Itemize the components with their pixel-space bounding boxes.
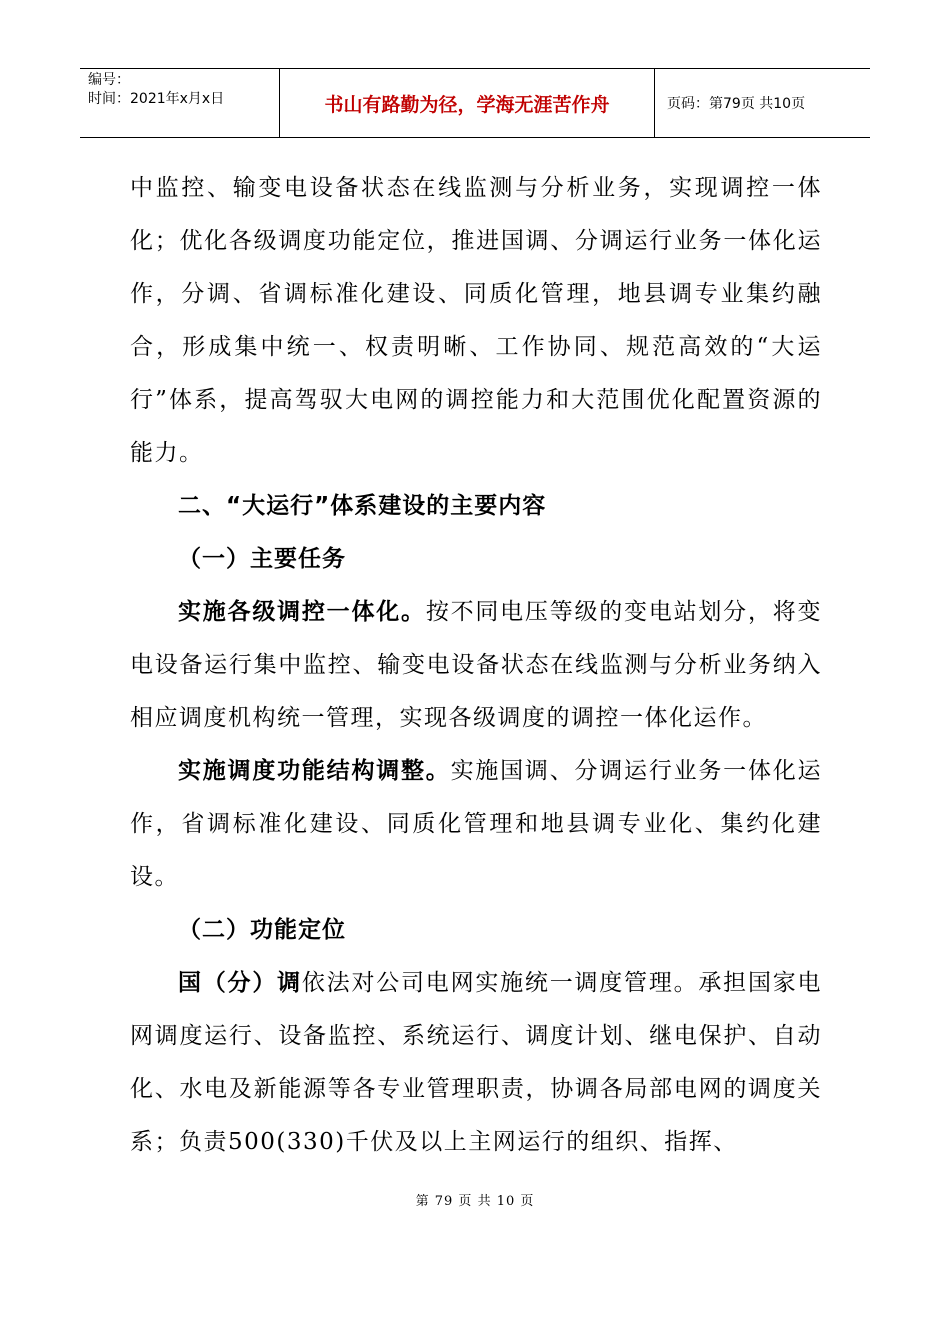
paragraph-4-lead: 国（分）调 bbox=[178, 970, 302, 996]
paragraph-3 bbox=[130, 745, 822, 904]
subsection-heading-positioning: （二）功能定位 bbox=[178, 917, 346, 943]
paragraph-4 bbox=[130, 957, 822, 1169]
header-motto: 书山有路勤为径，学海无涯苦作舟 bbox=[280, 69, 655, 137]
document-body bbox=[130, 162, 822, 1169]
section-heading: 二、“大运行”体系建设的主要内容 bbox=[178, 493, 547, 519]
paragraph-2-text: 按不同电压等级的变电站划分，将变电设备运行集中监控、输变电设备状态在线监测与分析业务纳入相应调度机构统一管理，实现各级调度的调控一体化运作。 bbox=[130, 599, 823, 731]
document-number-label: 编号： bbox=[88, 72, 130, 88]
paragraph-4-text: 依法对公司电网实施统一调度管理。承担国家电网调度运行、设备监控、系统运行、调度计划、继电保护、自动化、水电及新能源等各专业管理职责，协调各局部电网的调度关系；负责500(330)千伏及以上主网运行的组织、指挥、 bbox=[130, 970, 823, 1155]
header-meta bbox=[80, 69, 280, 137]
paragraph-2 bbox=[130, 586, 822, 745]
page-header bbox=[80, 68, 870, 138]
subsection-heading-tasks: （一）主要任务 bbox=[178, 546, 346, 572]
paragraph-3-lead: 实施调度功能结构调整。 bbox=[178, 758, 451, 784]
paragraph-1: 中监控、输变电设备状态在线监测与分析业务，实现调控一体化；优化各级调度功能定位，推进国调、分调运行业务一体化运作，分调、省调标准化建设、同质化管理，地县调专业集约融合，形成集中统一、权责明晰、工作协同、规范高效的“大运行”体系，提高驾驭大电网的调控能力和大范围优化配置资源的能力。 bbox=[130, 175, 822, 466]
page-footer: 第 79 页 共 10 页 bbox=[415, 1194, 535, 1209]
document-time-label: 时间：2021年x月x日 bbox=[88, 91, 225, 107]
paragraph-3-text: 实施国调、分调运行业务一体化运作，省调标准化建设、同质化管理和地县调专业化、集约化建设。 bbox=[130, 758, 823, 890]
header-page-code: 页码：第79页 共10页 bbox=[667, 96, 806, 112]
paragraph-2-lead: 实施各级调控一体化。 bbox=[178, 599, 426, 625]
